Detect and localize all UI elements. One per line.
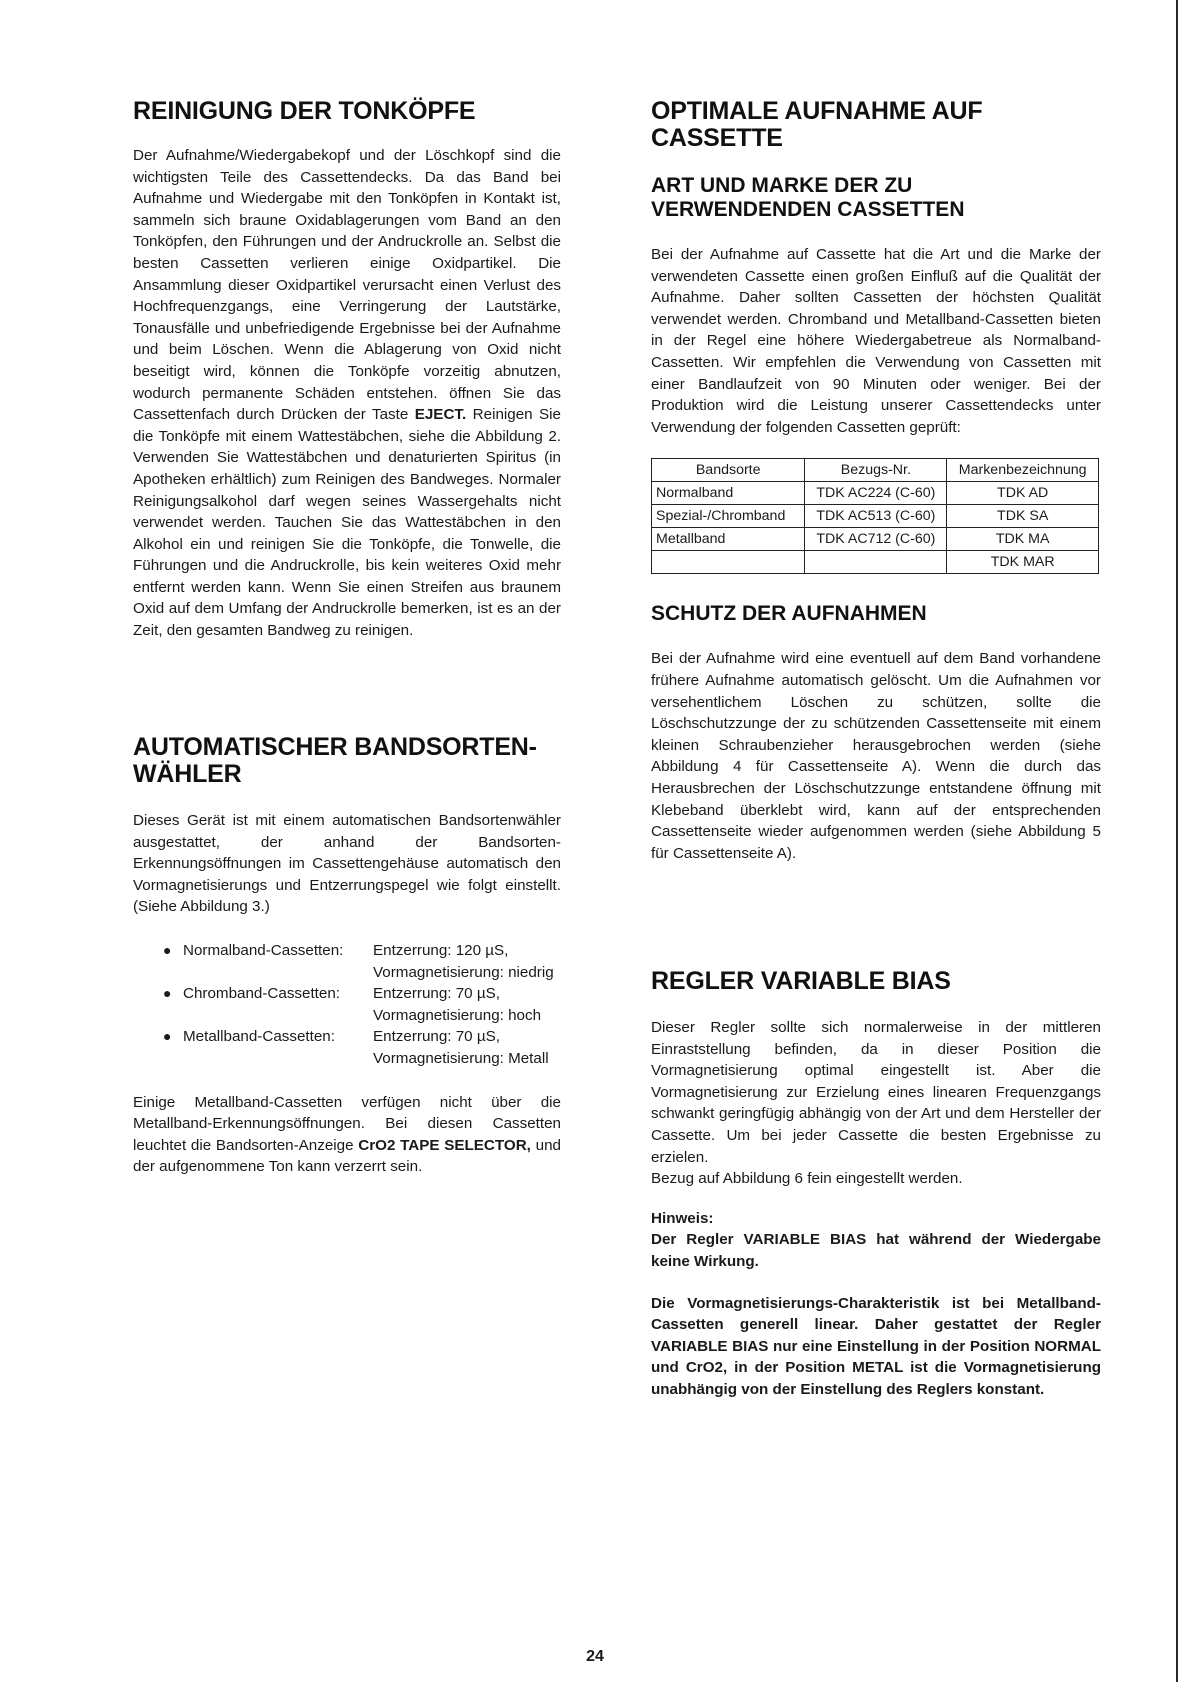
heading-optimal-recording: OPTIMALE AUFNAHME AUF CASSETTE (651, 97, 983, 152)
list-item: ● Normalband-Cassetten: Entzerrung: 120 µS, Vormagnetisierung: niedrig (163, 940, 561, 983)
tape-type-list (163, 940, 561, 1070)
heading-auto-tape-selector: AUTOMATISCHER BANDSORTEN- WÄHLER (133, 733, 537, 788)
page-number: 24 (586, 1648, 604, 1665)
list-item: ● Metallband-Cassetten: Entzerrung: 70 µS, Vormagnetisierung: Metall (163, 1026, 561, 1069)
cassette-type-text: Bei der Aufnahme auf Cassette hat die Art und die Marke der verwendeten Cassette einen großen Einfluß auf die Qualität der Aufnahme. Daher sollten Cassetten der höchsten Qualität verwendet werden. Chromband und Metallband-Cassetten bieten in der Regel eine höhere Wiedergabetreue als Normalband-Cassetten. Wir empfehlen die Verwendung von Cassetten mit einer Bandlaufzeit von 90 Minuten oder weniger. Bei der Produktion wird die Leistung unserer Cassettendecks unter Verwendung der folgenden Cassetten geprüft: (651, 246, 1101, 436)
note-text-1: Der Regler VARIABLE BIAS hat während der Wiedergabe keine Wirkung. (651, 1231, 1101, 1270)
list-item: ● Chromband-Cassetten: Entzerrung: 70 µS, Vormagnetisierung: hoch (163, 983, 561, 1026)
record-protection-text: Bei der Aufnahme wird eine eventuell auf dem Band vorhandene frühere Aufnahme automatisch gelöscht. Um die Aufnahmen vor versehentlichem Löschen zu schützen, sollte die Löschschutzzunge der zu schützenden Cassettenseite mit einem kleinen Schraubenzieher herausgebrochen werden (siehe Abbildung 4 für Cassettenseite A). Wenn die durch das Herausbrechen der Löschschutzzunge entstandene öffnung mit Klebeband überklebt wird, kann auf der entsprechenden Cassettenseite wieder aufgenommen werden (siehe Abbildung 5 für Cassettenseite A). (651, 650, 1101, 862)
note-block (651, 1208, 1101, 1401)
bullet-icon: ● (163, 941, 172, 958)
bullet-icon: ● (163, 1028, 172, 1045)
variable-bias-text: Dieser Regler sollte sich normalerweise in der mittleren Einraststellung befinden, da in dieser Position die Vormagnetisierung optimal eingestellt ist. Aber die Vormagnetisierung zur Erzielung eines linearen Frequenzgangs schwankt geringfügig abhängig von der Art und dem Hersteller der Cassette. Um bei jeder Cassette die besten Ergebnisse zu erzielen. (651, 1019, 1101, 1166)
heading-head-cleaning: REINIGUNG DER TONKÖPFE (133, 97, 476, 125)
table-row: Normalband TDK AC224 (C-60) TDK AD (652, 482, 1099, 505)
section-auto-tape-selector (133, 734, 561, 1178)
section-optimal-recording (651, 98, 1101, 864)
cassette-table (651, 458, 1099, 574)
section-variable-bias (651, 968, 1101, 1401)
heading-record-protection: SCHUTZ DER AUFNAHMEN (651, 602, 927, 626)
eject-label: EJECT. (414, 406, 467, 424)
head-cleaning-text: Der Aufnahme/Wiedergabekopf und der Löschkopf sind die wichtigsten Teile des Cassettendecks. Da das Band bei Aufnahme und Wiedergabe mit den Tonköpfen in Kontakt ist, sammeln sich braune Oxidablagerungen vom Band an den Tonköpfen, den Führungen und der Andruckrolle an. Selbst die besten Cassetten verlieren einige Oxidpartikel. Die Ansammlung dieser Oxidpartikel verursacht einen Verlust des Hochfrequenzgangs, eine Verringerung der Lautstärke, Tonausfälle und unbefriedigende Ergebnisse bei der Aufnahme und beim Löschen. Wenn die Ablagerung von Oxid nicht beseitigt wird, können die Tonköpfe vorzeitig abnutzen, wodurch permanente Schäden entstehen. öffnen Sie das Cassettenfach durch Drücken der Taste EJECT. Reinigen Sie die Tonköpfe mit einem Wattestäbchen, siehe die Abbildung 2. Verwenden Sie Wattestäbchen und denaturierten Spiritus (in Apotheken erhältlich) zum Reinigen des Bandweges. Normaler Reinigungsalkohol darf wegen seines Wassergehalts nicht verwendet werden. Tauchen Sie das Wattestäbchen in den Alkohol ein und reinigen Sie die Tonköpfe, die Tonwelle, die Führungen und die Andruckrolle, bis kein weiteres Oxid mehr entfernt werden kann. Wenn Sie einen Streifen aus braunem Oxid auf dem Umfang der Andruckrolle bemerken, ist es an der Zeit, den gesamten Bandweg zu reinigen. (133, 147, 561, 640)
table-header-row: Bandsorte Bezugs-Nr. Markenbezeichnung (652, 459, 1099, 482)
auto-selector-note: Einige Metallband-Cassetten verfügen nicht über die Metallband-Erkennungsöffnungen. Bei diesen Cassetten leuchtet die Bandsorten-Anzeige CrO2 TAPE SELECTOR, und der aufgenommene Ton kann verzerrt sein. (133, 1093, 561, 1176)
table-row: Spezial-/Chromband TDK AC513 (C-60) TDK SA (652, 505, 1099, 528)
table-row: TDK MAR (652, 551, 1099, 574)
heading-variable-bias: REGLER VARIABLE BIAS (651, 967, 951, 995)
auto-selector-intro: Dieses Gerät ist mit einem automatischen Bandsortenwähler ausgestattet, der anhand der Bandsorten-Erkennungsöffnungen im Cassettengehäuse automatisch den Vormagnetisierungs und Entzerrungspegel wie folgt einstellt. (Siehe Abbildung 3.) (133, 812, 561, 916)
bullet-icon: ● (163, 985, 172, 1002)
page-edge-line (1176, 0, 1178, 1682)
variable-bias-text-2: Bezug auf Abbildung 6 fein eingestellt werden. (651, 1170, 963, 1188)
table-row: Metallband TDK AC712 (C-60) TDK MA (652, 528, 1099, 551)
note-title: Hinweis: (651, 1209, 714, 1227)
note-text-2: Die Vormagnetisierungs-Charakteristik ist bei Metallband-Cassetten generell linear. Daher gestattet der Regler VARIABLE BIAS nur eine Einstellung in der Position NORMAL und CrO2, in der Position METAL ist die Vormagnetisierung unabhängig von der Einstellung des Reglers konstant. (651, 1294, 1101, 1398)
subheading-cassette-type: ART UND MARKE DER ZU VERWENDENDEN CASSETTEN (651, 174, 965, 221)
section-head-cleaning (133, 98, 561, 642)
